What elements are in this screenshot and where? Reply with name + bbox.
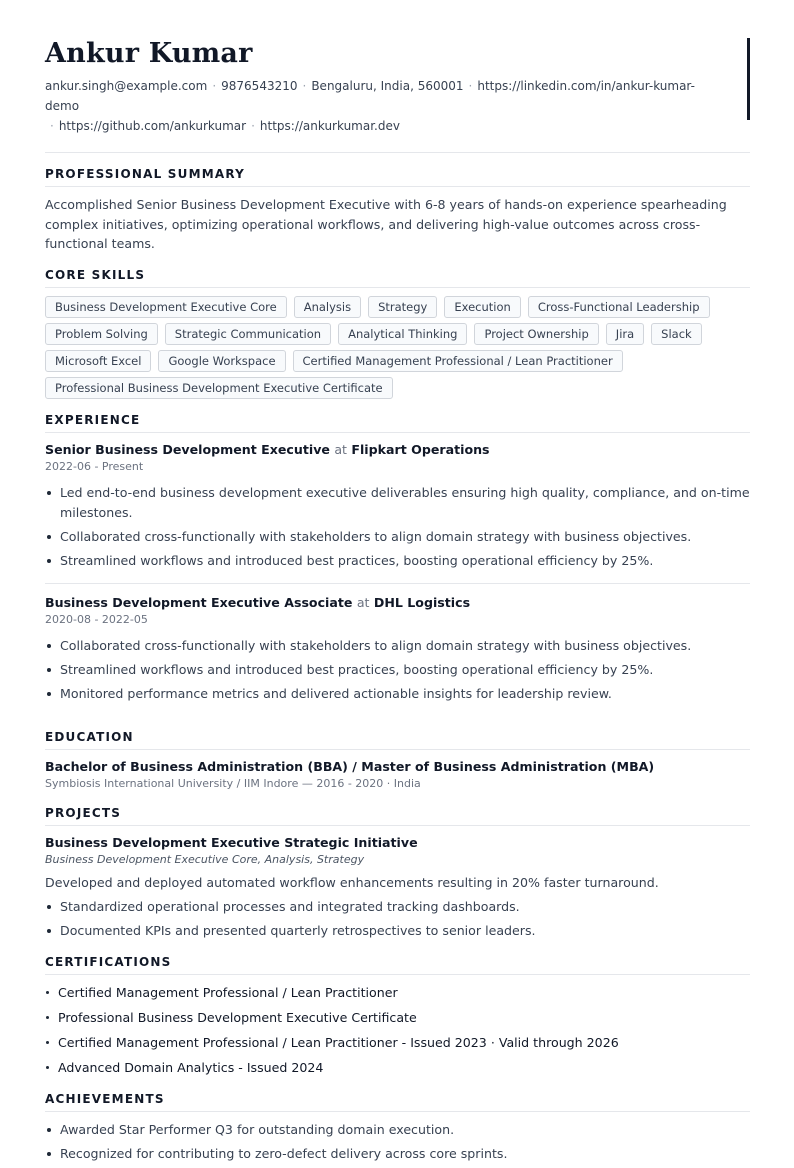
certification-item: Certified Management Professional / Lean Practitioner: [45, 983, 750, 1003]
skill-chip: Problem Solving: [45, 323, 158, 345]
experience-heading: EXPERIENCE: [45, 413, 750, 433]
certification-item: Certified Management Professional / Lean Practitioner - Issued 2023 · Valid through 2026: [45, 1033, 750, 1053]
job-bullet-list: [45, 636, 750, 704]
skill-chip: Strategy: [368, 296, 437, 318]
job-bullet: Monitored performance metrics and delivered actionable insights for leadership review.: [45, 684, 750, 704]
contact-line: [45, 76, 725, 136]
contact-separator: ·: [302, 79, 307, 93]
contact-website-link[interactable]: https://ankurkumar.dev: [259, 119, 400, 133]
job-title-line: [45, 594, 750, 612]
job-bullet-list: [45, 483, 750, 571]
skill-chip: Microsoft Excel: [45, 350, 151, 372]
job-at-word: at: [356, 594, 370, 610]
certification-item: Professional Business Development Executive Certificate: [45, 1008, 750, 1028]
project-tech-stack: Business Development Executive Core, Analysis, Strategy: [45, 852, 365, 866]
skills-chip-list: [45, 296, 750, 399]
job-entry: [45, 441, 750, 583]
summary-heading: PROFESSIONAL SUMMARY: [45, 167, 750, 187]
contact-separator: ·: [50, 119, 54, 133]
contact-location: Bengaluru, India, 560001: [311, 79, 464, 93]
summary-text: Accomplished Senior Business Development Executive with 6-8 years of hands-on experience spearheading complex initiatives, optimizing operational workflows, and delivering high-value outcomes across cross-functional teams.: [45, 197, 727, 251]
job-bullet: Collaborated cross-functionally with stakeholders to align domain strategy with business objectives.: [45, 527, 750, 547]
contact-separator: ·: [251, 119, 255, 133]
certifications-list: [45, 983, 750, 1078]
job-bullet: Collaborated cross-functionally with stakeholders to align domain strategy with business objectives.: [45, 636, 750, 656]
skill-chip: Cross-Functional Leadership: [528, 296, 710, 318]
job-dates: 2020-08 - 2022-05: [45, 612, 148, 626]
certifications-heading: CERTIFICATIONS: [45, 955, 750, 975]
skill-chip: Analytical Thinking: [338, 323, 467, 345]
skill-chip: Certified Management Professional / Lean Practitioner: [293, 350, 623, 372]
achievement-item: Awarded Star Performer Q3 for outstanding domain execution.: [45, 1120, 750, 1140]
skill-chip: Professional Business Development Executive Certificate: [45, 377, 393, 399]
job-role: Business Development Executive Associate: [45, 594, 353, 610]
education-section: [45, 730, 750, 792]
skill-chip: Slack: [651, 323, 702, 345]
job-dates: 2022-06 - Present: [45, 459, 144, 473]
certifications-section: [45, 955, 750, 1078]
education-details: Symbiosis International University / IIM Indore — 2016 - 2020 · India: [45, 776, 421, 790]
projects-section: [45, 806, 750, 941]
job-bullet: Streamlined workflows and introduced best practices, boosting operational efficiency by 25%.: [45, 660, 750, 680]
candidate-name: Ankur Kumar: [45, 38, 253, 69]
job-bullet: Streamlined workflows and introduced best practices, boosting operational efficiency by 25%.: [45, 551, 750, 571]
job-title-line: [45, 441, 750, 459]
skills-heading: CORE SKILLS: [45, 268, 750, 288]
project-title: Business Development Executive Strategic Initiative: [45, 834, 418, 850]
achievements-list: [45, 1120, 750, 1164]
job-company: Flipkart Operations: [351, 441, 490, 457]
contact-separator: ·: [212, 79, 217, 93]
education-heading: EDUCATION: [45, 730, 750, 750]
project-bullet: Standardized operational processes and integrated tracking dashboards.: [45, 897, 750, 917]
contact-github-link[interactable]: https://github.com/ankurkumar: [58, 119, 247, 133]
header-accent-bar: [747, 38, 750, 120]
achievement-item: Recognized for contributing to zero-defect delivery across core sprints.: [45, 1144, 750, 1164]
certification-item: Advanced Domain Analytics - Issued 2024: [45, 1058, 750, 1078]
contact-linkedin-link[interactable]: https://linkedin.com/in/ankur-kumar-demo: [45, 79, 695, 113]
projects-heading: PROJECTS: [45, 806, 750, 826]
contact-phone: 9876543210: [221, 79, 298, 93]
skill-chip: Business Development Executive Core: [45, 296, 287, 318]
job-company: DHL Logistics: [373, 594, 471, 610]
skill-chip: Jira: [606, 323, 644, 345]
education-degree: Bachelor of Business Administration (BBA) / Master of Business Administration (MBA): [45, 758, 655, 774]
resume-page: [45, 38, 750, 1168]
skills-section: [45, 268, 750, 399]
project-description: Developed and deployed automated workflow enhancements resulting in 20% faster turnaround.: [45, 874, 659, 890]
skill-chip: Project Ownership: [474, 323, 598, 345]
job-bullet: Led end-to-end business development executive deliverables ensuring high quality, compliance, and on-time milestones.: [45, 483, 750, 523]
achievements-heading: ACHIEVEMENTS: [45, 1092, 750, 1112]
skill-chip: Execution: [444, 296, 520, 318]
contact-email[interactable]: ankur.singh@example.com: [45, 79, 208, 93]
skill-chip: Google Workspace: [158, 350, 285, 372]
project-bullet: Documented KPIs and presented quarterly retrospectives to senior leaders.: [45, 921, 750, 941]
achievements-section: [45, 1092, 750, 1164]
contact-separator: ·: [468, 79, 473, 93]
resume-header: [45, 38, 750, 153]
experience-section: [45, 413, 750, 716]
job-entry: [45, 583, 750, 716]
skill-chip: Strategic Communication: [165, 323, 331, 345]
skill-chip: Analysis: [294, 296, 361, 318]
project-bullet-list: [45, 897, 750, 941]
summary-section: [45, 167, 750, 254]
job-role: Senior Business Development Executive: [45, 441, 330, 457]
job-at-word: at: [334, 441, 347, 457]
